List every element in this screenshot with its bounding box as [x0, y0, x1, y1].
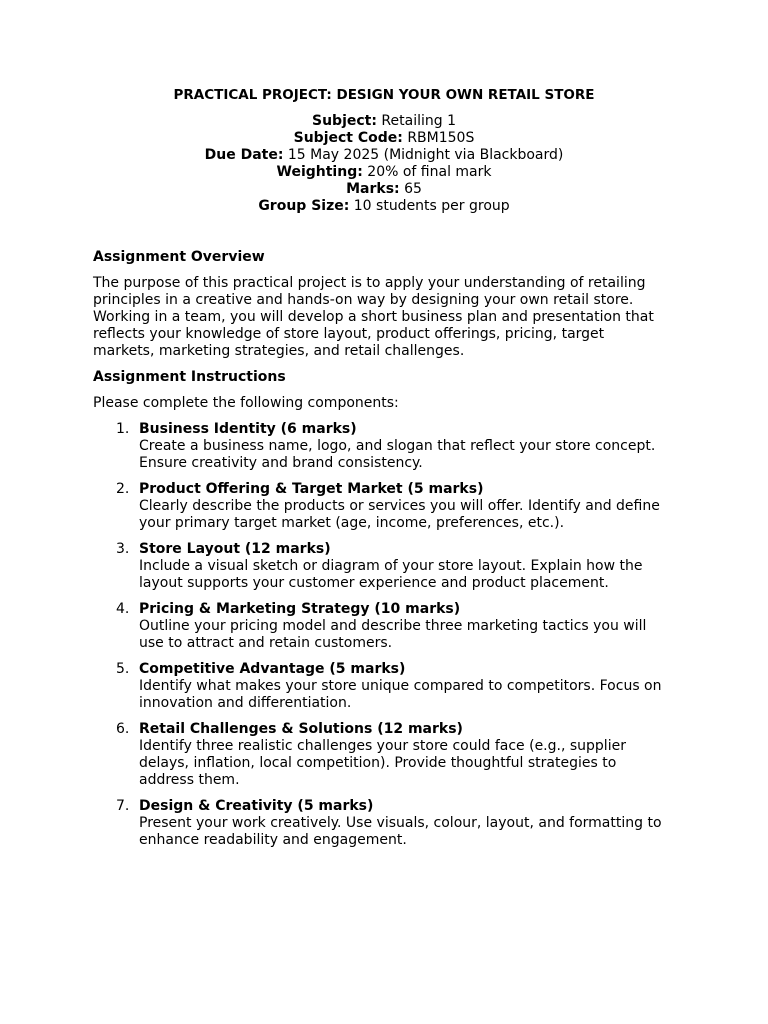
- meta-group-size: [0, 198, 768, 215]
- overview-heading: Assignment Overview: [93, 249, 265, 265]
- list-item-number: 1.: [116, 421, 130, 437]
- document-body: [93, 249, 683, 858]
- list-item-title: Competitive Advantage (5 marks): [139, 661, 406, 677]
- list-item-title: Business Identity (6 marks): [139, 421, 357, 437]
- list-item: [93, 421, 683, 472]
- document-title: PRACTICAL PROJECT: DESIGN YOUR OWN RETAIL STORE: [173, 87, 595, 103]
- list-item: [93, 661, 683, 712]
- instructions-heading: Assignment Instructions: [93, 369, 286, 385]
- document-header: [0, 87, 768, 215]
- list-item-number: 5.: [116, 661, 130, 677]
- meta-subject-value: Retailing 1: [381, 113, 456, 129]
- meta-weighting-value: 20% of final mark: [367, 164, 492, 180]
- list-item-number: 4.: [116, 601, 130, 617]
- list-item-number: 7.: [116, 798, 130, 814]
- list-item-title: Retail Challenges & Solutions (12 marks): [139, 721, 463, 737]
- list-item-number: 6.: [116, 721, 130, 737]
- list-item-title: Store Layout (12 marks): [139, 541, 331, 557]
- list-item-description: Identify three realistic challenges your store could face (e.g., supplier delays, inflation, local competition). Provide thoughtful strategies to address them.: [139, 738, 626, 788]
- list-item-description: Create a business name, logo, and slogan that reflect your store concept. Ensure creativity and brand consistency.: [139, 438, 656, 471]
- components-list: [93, 421, 683, 849]
- list-item: [93, 541, 683, 592]
- meta-due-date: [0, 147, 768, 164]
- meta-marks: [0, 181, 768, 198]
- meta-due-date-label: Due Date:: [204, 147, 284, 163]
- meta-group-size-label: Group Size:: [258, 198, 350, 214]
- list-item: [93, 798, 683, 849]
- instructions-intro: Please complete the following components:: [93, 395, 399, 411]
- meta-subject-code: [0, 130, 768, 147]
- meta-subject-label: Subject:: [312, 113, 377, 129]
- list-item-number: 3.: [116, 541, 130, 557]
- overview-paragraph: The purpose of this practical project is to apply your understanding of retailing principles in a creative and hands-on way by designing your own retail store. Working in a team, you will develop a short business plan and presentation that reflects your knowledge of store layout, product offerings, pricing, target markets, marketing strategies, and retail challenges.: [93, 275, 654, 359]
- meta-weighting-label: Weighting:: [276, 164, 363, 180]
- list-item: [93, 721, 683, 789]
- meta-marks-value: 65: [404, 181, 422, 197]
- meta-marks-label: Marks:: [346, 181, 400, 197]
- list-item-title: Design & Creativity (5 marks): [139, 798, 374, 814]
- list-item-title: Product Offering & Target Market (5 marks): [139, 481, 484, 497]
- list-item: [93, 601, 683, 652]
- list-item: [93, 481, 683, 532]
- list-item-description: Include a visual sketch or diagram of your store layout. Explain how the layout supports your customer experience and product placement.: [139, 558, 643, 591]
- list-item-title: Pricing & Marketing Strategy (10 marks): [139, 601, 461, 617]
- meta-subject-code-value: RBM150S: [407, 130, 475, 146]
- list-item-description: Clearly describe the products or services you will offer. Identify and define your primary target market (age, income, preferences, etc.).: [139, 498, 660, 531]
- list-item-description: Outline your pricing model and describe three marketing tactics you will use to attract and retain customers.: [139, 618, 647, 651]
- list-item-description: Identify what makes your store unique compared to competitors. Focus on innovation and differentiation.: [139, 678, 662, 711]
- meta-weighting: [0, 164, 768, 181]
- meta-group-size-value: 10 students per group: [353, 198, 510, 214]
- list-item-description: Present your work creatively. Use visuals, colour, layout, and formatting to enhance readability and engagement.: [139, 815, 662, 848]
- meta-due-date-value: 15 May 2025 (Midnight via Blackboard): [287, 147, 564, 163]
- meta-subject: [0, 113, 768, 130]
- list-item-number: 2.: [116, 481, 130, 497]
- meta-subject-code-label: Subject Code:: [293, 130, 403, 146]
